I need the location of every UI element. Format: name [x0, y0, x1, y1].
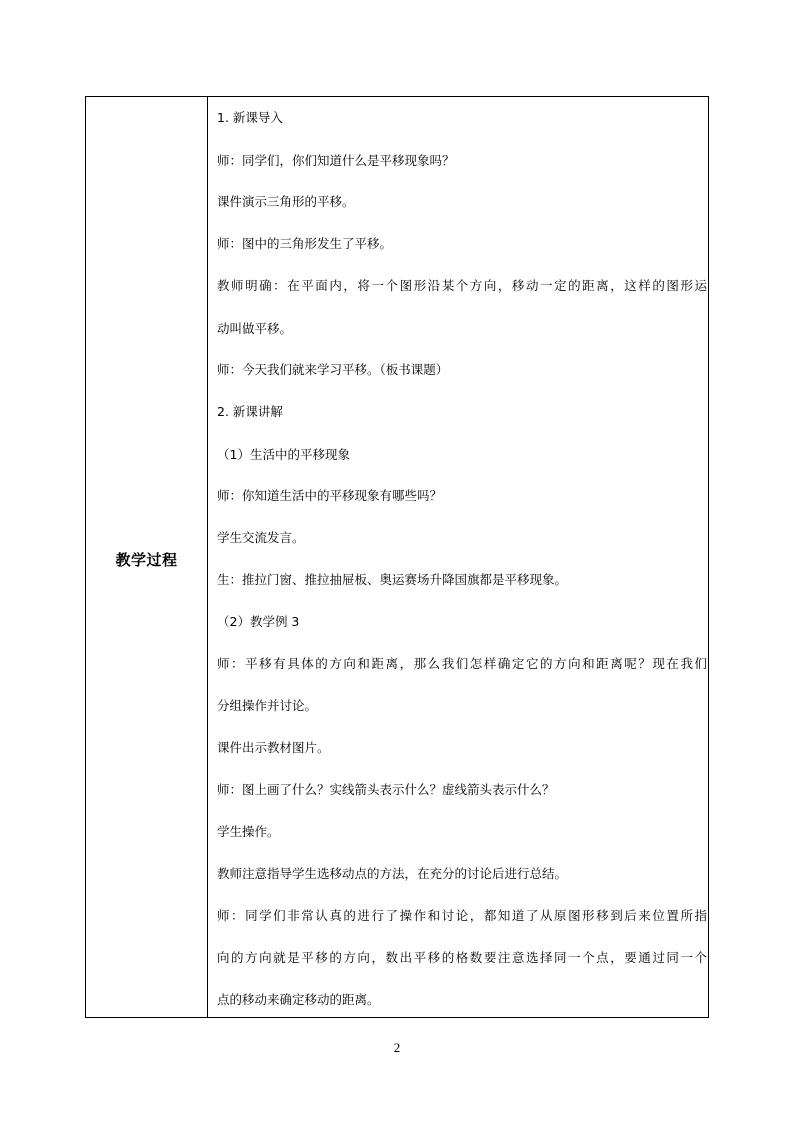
- content-line: 师：你知道生活中的平移现象有哪些吗？: [217, 488, 443, 503]
- content-line: 师：图中的三角形发生了平移。: [217, 236, 393, 251]
- content-line: 师：平移有具体的方向和距离，那么我们怎样确定它的方向和距离呢？现在我们: [217, 656, 707, 671]
- content-line: 师：同学们，你们知道什么是平移现象吗？: [217, 153, 455, 168]
- content-line: 分组操作并讨论。: [217, 698, 318, 713]
- content-line: 学生操作。: [217, 824, 280, 839]
- content-line: 师：今天我们就来学习平移。（板书课题）: [217, 362, 449, 377]
- content-cell: [208, 97, 708, 1017]
- content-line: 师：图上画了什么？实线箭头表示什么？虚线箭头表示什么？: [217, 782, 555, 797]
- content-line: 点的移动来确定移动的距离。: [217, 992, 380, 1007]
- content-line: 师：同学们非常认真的进行了操作和讨论，都知道了从原图形移到后来位置所指: [217, 908, 707, 923]
- lesson-table: [85, 96, 709, 1018]
- content-line: 动叫做平移。: [217, 321, 293, 336]
- subheading: （1）生活中的平移现象: [217, 447, 350, 462]
- label-cell: [86, 97, 208, 1017]
- heading-new-lesson-explain: 2. 新课讲解: [217, 404, 283, 419]
- section-label: 教学过程: [115, 550, 178, 569]
- content-line: 学生交流发言。: [217, 530, 305, 545]
- content-line: 课件出示教材图片。: [217, 740, 330, 755]
- content-line: 生：推拉门窗、推拉抽屉板、奥运赛场升降国旗都是平移现象。: [217, 572, 568, 587]
- content-line: 向的方向就是平移的方向，数出平移的格数要注意选择同一个点，要通过同一个: [217, 950, 707, 965]
- content-line: 教师注意指导学生选移动点的方法，在充分的讨论后进行总结。: [217, 866, 568, 881]
- subheading: （2）教学例 3: [217, 614, 300, 629]
- heading-new-lesson-intro: 1. 新课导入: [217, 110, 283, 125]
- content-line: 教师明确：在平面内，将一个图形沿某个方向，移动一定的距离，这样的图形运: [217, 278, 707, 293]
- content-line: 课件演示三角形的平移。: [217, 194, 355, 209]
- page-number: 2: [393, 1040, 401, 1055]
